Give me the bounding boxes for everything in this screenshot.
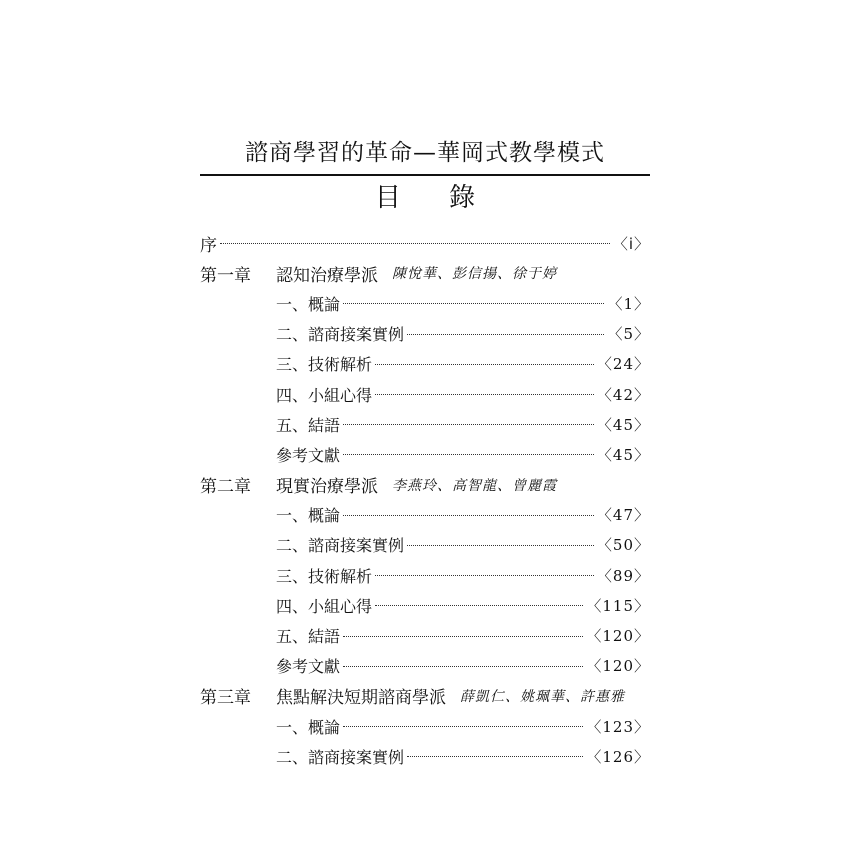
section-label: 二、諮商接案實例: [276, 536, 405, 556]
chapter-number: 第三章: [200, 688, 251, 709]
section-label: 參考文獻: [276, 445, 341, 465]
chapter-heading-2[interactable]: [200, 470, 650, 500]
page-number: 〈115〉: [586, 596, 650, 615]
dot-leader: [407, 755, 583, 757]
dot-leader: [375, 393, 594, 395]
section-label: 一、概論: [276, 294, 341, 314]
section-label: 三、技術解析: [276, 566, 373, 586]
dot-leader: [375, 574, 594, 576]
section-label: 參考文獻: [276, 657, 341, 677]
dot-leader: [375, 363, 594, 365]
chapter-title: 認知治療學派: [276, 265, 378, 286]
dot-leader: [220, 242, 610, 244]
chapter-number: 第一章: [200, 265, 251, 286]
chapter-heading-1[interactable]: [200, 258, 650, 288]
toc-entry[interactable]: [200, 379, 650, 409]
page-number: 〈45〉: [596, 415, 650, 434]
toc-entry[interactable]: [200, 620, 650, 650]
dot-leader: [343, 635, 583, 637]
section-label: 二、諮商接案實例: [276, 325, 405, 345]
page-number: 〈89〉: [596, 566, 650, 585]
dot-leader: [343, 453, 594, 455]
table-of-contents: [200, 228, 650, 771]
page-number: 〈120〉: [586, 627, 650, 646]
chapter-authors: 薛凱仁、姚珮華、許惠雅: [460, 688, 625, 705]
toc-entry[interactable]: [200, 500, 650, 530]
dot-leader: [343, 302, 604, 304]
page-number: 〈45〉: [596, 445, 650, 464]
section-label: 四、小組心得: [276, 596, 373, 616]
section-label: 一、概論: [276, 717, 341, 737]
toc-entry[interactable]: [200, 530, 650, 560]
dot-leader: [343, 423, 594, 425]
header-rule: [200, 174, 650, 176]
page-number: 〈42〉: [596, 385, 650, 404]
dot-leader: [343, 725, 583, 727]
toc-entry[interactable]: [200, 711, 650, 741]
dot-leader: [343, 514, 594, 516]
chapter-authors: 李燕玲、高智龍、曾麗霞: [392, 477, 557, 494]
section-label: 四、小組心得: [276, 385, 373, 405]
toc-entry[interactable]: [200, 288, 650, 318]
section-label: 三、技術解析: [276, 355, 373, 375]
toc-entry[interactable]: [200, 590, 650, 620]
dot-leader: [407, 333, 604, 335]
page-number: 〈50〉: [596, 536, 650, 555]
chapter-title: 現實治療學派: [276, 477, 378, 498]
page-number: 〈1〉: [607, 294, 650, 313]
page-number: 〈24〉: [596, 355, 650, 374]
page-number: 〈47〉: [596, 506, 650, 525]
section-label: 二、諮商接案實例: [276, 747, 405, 767]
toc-entry[interactable]: [200, 741, 650, 771]
book-title: 諮商學習的革命—華岡式教學模式: [245, 140, 605, 166]
toc-entry-preface[interactable]: [200, 228, 650, 258]
dot-leader: [407, 544, 594, 546]
toc-entry[interactable]: [200, 409, 650, 439]
page-number: 〈120〉: [586, 657, 650, 676]
preface-page: 〈i〉: [612, 234, 650, 253]
dot-leader: [343, 665, 583, 667]
page-number: 〈126〉: [586, 747, 650, 766]
toc-entry[interactable]: [200, 560, 650, 590]
toc-entry[interactable]: [200, 439, 650, 469]
toc-entry[interactable]: [200, 319, 650, 349]
toc-entry[interactable]: [200, 349, 650, 379]
section-label: 五、結語: [276, 627, 341, 647]
page-number: 〈123〉: [586, 717, 650, 736]
chapter-title: 焦點解決短期諮商學派: [276, 688, 446, 709]
section-label: 一、概論: [276, 506, 341, 526]
section-label: 五、結語: [276, 415, 341, 435]
toc-heading: 目 錄: [374, 183, 496, 213]
chapter-heading-3[interactable]: [200, 681, 650, 711]
dot-leader: [375, 604, 583, 606]
page-number: 〈5〉: [607, 325, 650, 344]
chapter-authors: 陳悅華、彭信揚、徐于婷: [392, 266, 557, 283]
preface-label: 序: [200, 235, 217, 256]
toc-entry[interactable]: [200, 651, 650, 681]
chapter-number: 第二章: [200, 477, 251, 498]
